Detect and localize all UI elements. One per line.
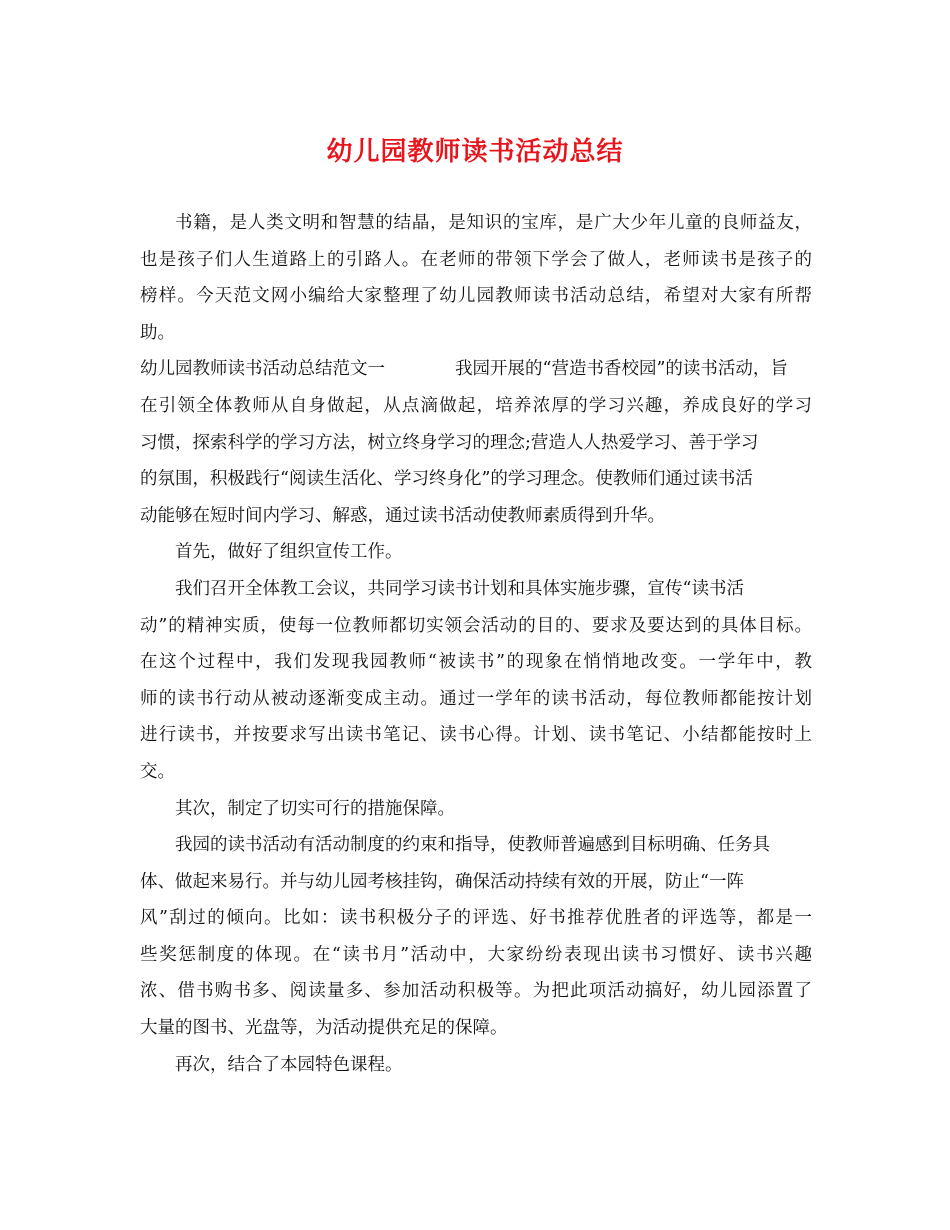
text-line: 些奖惩制度的体现。在“读书月”活动中，大家纷纷表现出读书习惯好、读书兴趣: [140, 944, 812, 965]
text-line: 体、做起来易行。并与幼儿园考核挂钩，确保活动持续有效的开展，防止“一阵: [140, 871, 744, 892]
document-body: [140, 205, 812, 1083]
text-line: 榜样。今天范文网小编给大家整理了幼儿园教师读书活动总结，希望对大家有所帮: [140, 286, 812, 307]
section-heading: 幼儿园教师读书活动总结范文一: [140, 359, 385, 380]
document-title: 幼儿园教师读书活动总结: [326, 137, 624, 167]
text-line: 浓、借书购书多、阅读量多、参加活动积极等。为把此项活动搞好，幼儿园添置了: [140, 981, 812, 1002]
text-line: [140, 351, 812, 388]
text-line: 交。: [140, 761, 175, 782]
text-line: 动”的精神实质，使每一位教师都切实领会活动的目的、要求及要达到的具体目标。: [140, 615, 812, 636]
text-line: 风”刮过的倾向。比如：读书积极分子的评选、好书推荐优胜者的评选等，都是一: [140, 908, 812, 929]
text-line: 也是孩子们人生道路上的引路人。在老师的带领下学会了做人，老师读书是孩子的: [140, 249, 812, 270]
text-line: 习惯，探索科学的学习方法，树立终身学习的理念;营造人人热爱学习、善于学习: [140, 432, 759, 453]
text-line: 大量的图书、光盘等，为活动提供充足的保障。: [140, 1018, 508, 1039]
text-line: 动能够在短时间内学习、解惑，通过读书活动使教师素质得到升华。: [140, 505, 665, 526]
text-line: 我们召开全体教工会议，共同学习读书计划和具体实施步骤，宣传“读书活: [175, 578, 744, 599]
text-segment: 我园开展的“营造书香校园”的读书活动，旨: [455, 359, 788, 380]
text-line: 在引领全体教师从自身做起，从点滴做起，培养浓厚的学习兴趣，养成良好的学习: [140, 395, 812, 416]
text-line: 书籍，是人类文明和智慧的结晶，是知识的宝库，是广大少年儿童的良师益友，: [175, 213, 812, 233]
text-line: 其次，制定了切实可行的措施保障。: [175, 798, 455, 819]
text-line: 师的读书行动从被动逐渐变成主动。通过一学年的读书活动，每位教师都能按计划: [140, 688, 812, 709]
text-line: 进行读书，并按要求写出读书笔记、读书心得。计划、读书笔记、小结都能按时上: [140, 725, 812, 746]
text-line: 助。: [140, 322, 175, 343]
text-line: 在这个过程中，我们发现我园教师“被读书”的现象在悄悄地改变。一学年中，教: [140, 652, 812, 673]
text-line: 首先，做好了组织宣传工作。: [175, 542, 403, 563]
text-line: 的氛围，积极践行“阅读生活化、学习终身化”的学习理念。使教师们通过读书活: [140, 469, 753, 490]
text-line: 再次，结合了本园特色课程。: [175, 1054, 403, 1075]
text-line: 我园的读书活动有活动制度的约束和指导，使教师普遍感到目标明确、任务具: [175, 835, 770, 856]
